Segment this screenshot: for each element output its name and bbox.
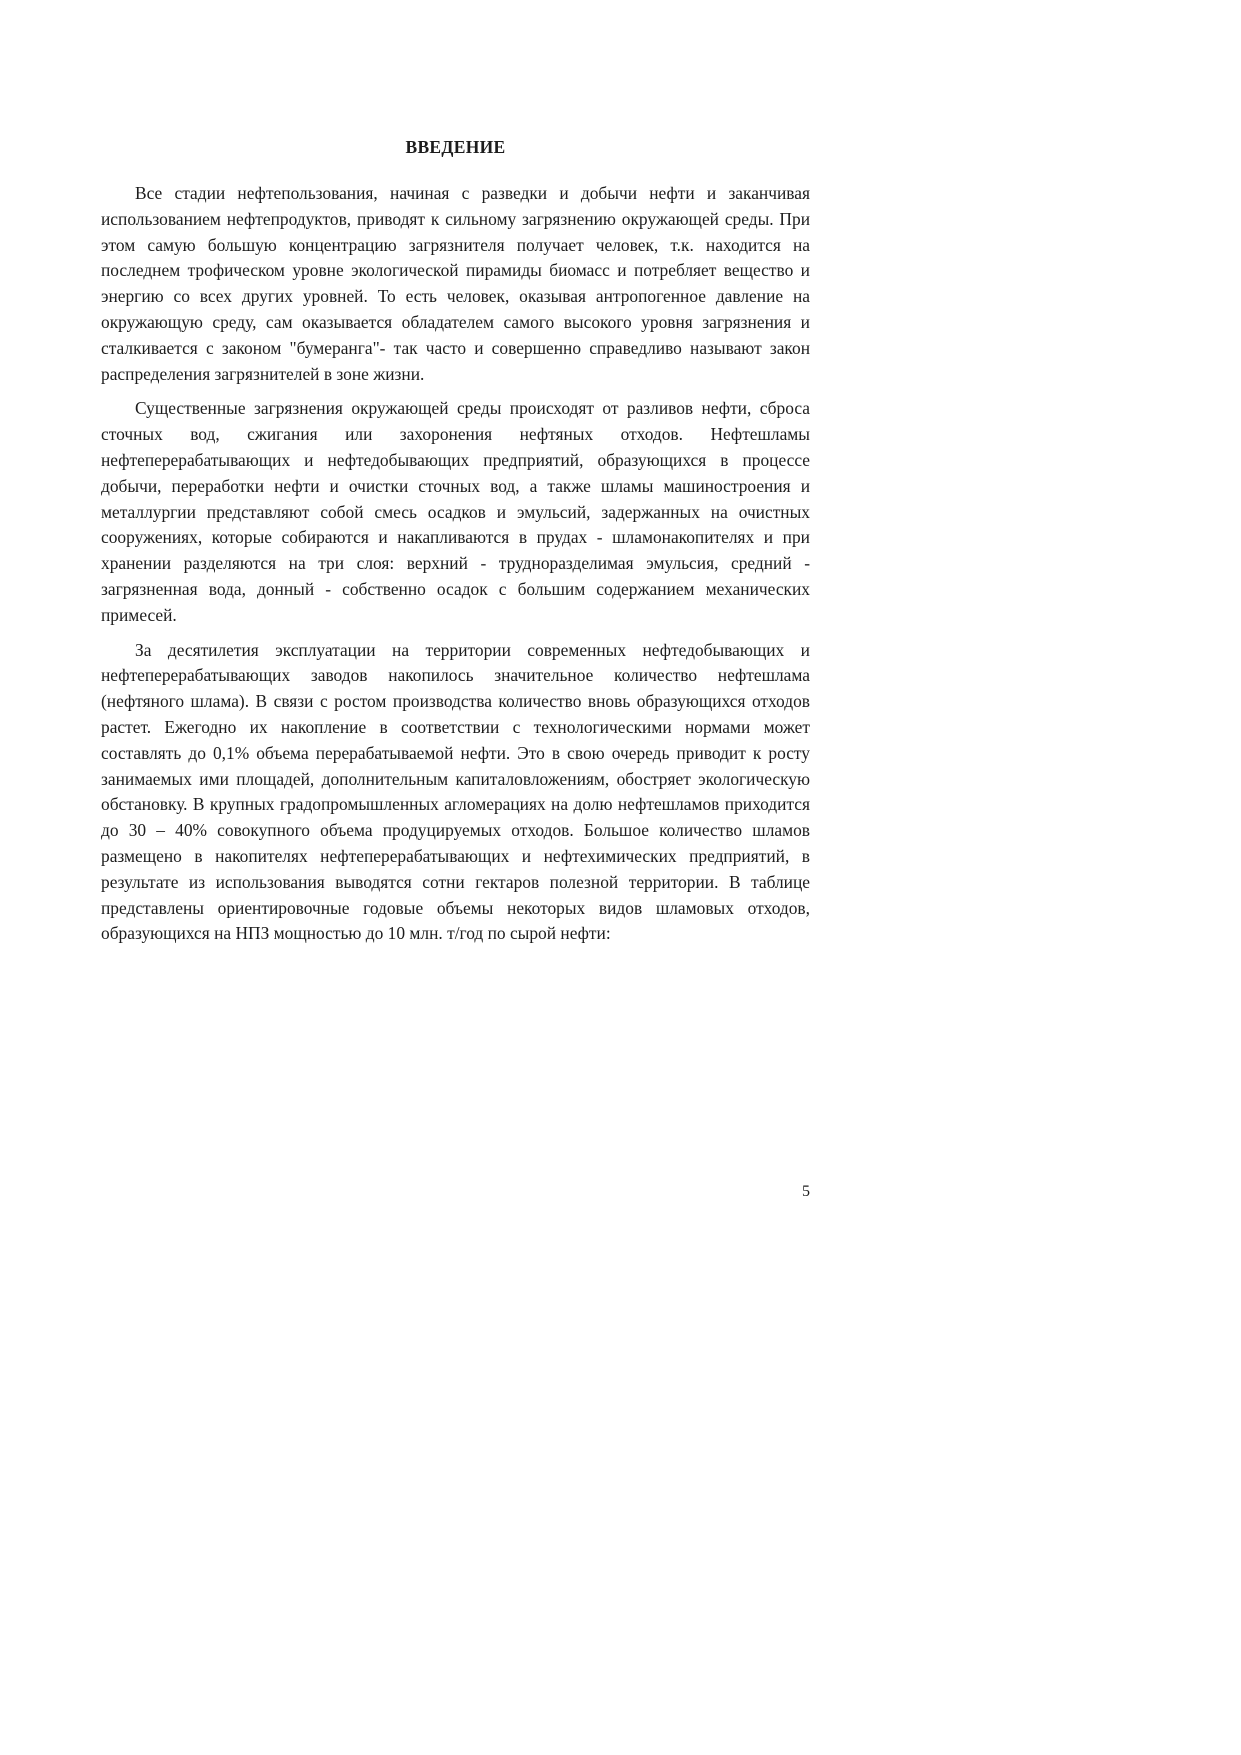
page-number: 5 — [802, 1183, 810, 1200]
paragraph-3: За десятилетия эксплуатации на территории современных нефтедобывающих и нефтеперерабатывающих заводов накопилось значительное количество нефтешлама (нефтяного шлама). В связи с ростом производства количество вновь образующихся отходов растет. Ежегодно их накопление в соответствии с технологическими нормами может составлять до 0,1% объема перерабатываемой нефти. Это в свою очередь приводит к росту занимаемых ими площадей, дополнительным капиталовложениям, обостряет экологическую обстановку. В крупных градопромышленных агломерациях на долю нефтешламов приходится до 30 – 40% совокупного объема продуцируемых отходов. Большое количество шламов размещено в накопителях нефтеперерабатывающих и нефтехимических предприятий, в результате из использования выводятся сотни гектаров полезной территории. В таблице представлены ориентировочные годовые объемы некоторых видов шламовых отходов, образующихся на НПЗ мощностью до 10 млн. т/год по сырой нефти: — [101, 639, 810, 944]
page-content — [101, 136, 810, 956]
paragraph-2: Существенные загрязнения окружающей среды происходят от разливов нефти, сброса сточных вод, сжигания или захоронения нефтяных отходов. Нефтешламы нефтеперерабатывающих и нефтедобывающих предприятий, образующихся в процессе добычи, переработки нефти и очистки сточных вод, а также шламы машиностроения и металлургии представляют собой смесь осадков и эмульсий, задержанных на очистных сооружениях, которые собираются и накапливаются в прудах - шламонакопителях и при хранении разделяются на три слоя: верхний - трудноразделимая эмульсия, средний - загрязненная вода, донный - собственно осадок с большим содержанием механических примесей. — [101, 398, 810, 625]
paragraph-1: Все стадии нефтепользования, начиная с разведки и добычи нефти и заканчивая использованием нефтепродуктов, приводят к сильному загрязнению окружающей среды. При этом самую большую концентрацию загрязнителя получает человек, т.к. находится на последнем трофическом уровне экологической пирамиды биомасс и потребляет вещество и энергию со всех других уровней. То есть человек, оказывая антропогенное давление на окружающую среду, сам оказывается обладателем самого высокого уровня загрязнения и сталкивается с законом "бумеранга"- так часто и совершенно справедливо называют закон распределения загрязнителей в зоне жизни. — [101, 183, 810, 384]
section-heading: ВВЕДЕНИЕ — [405, 137, 506, 157]
